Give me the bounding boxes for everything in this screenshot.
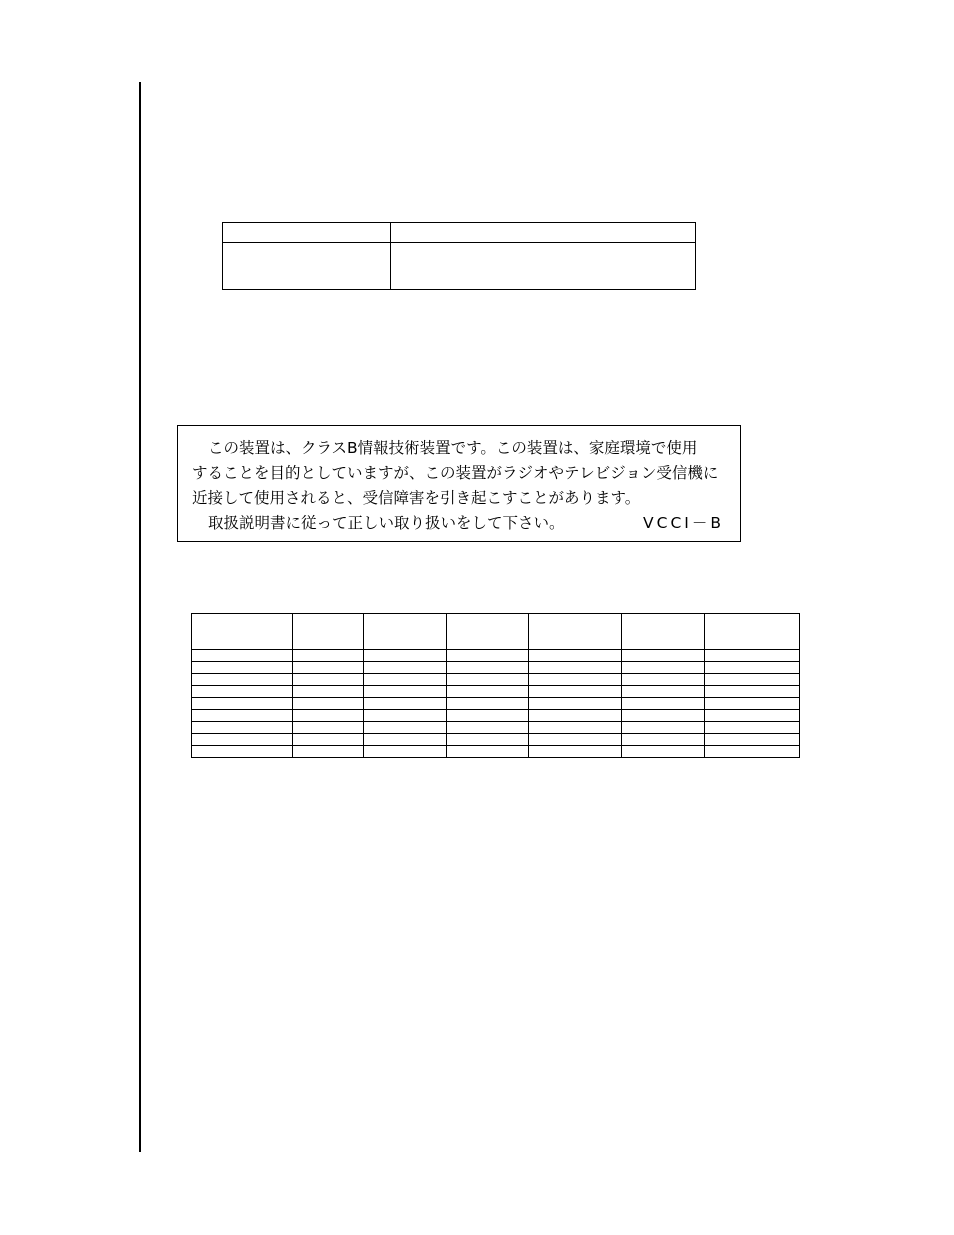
table-row <box>192 746 800 758</box>
table-cell <box>192 686 293 698</box>
table-row <box>192 686 800 698</box>
table-cell <box>705 698 800 710</box>
table-cell <box>446 734 529 746</box>
table-cell <box>192 674 293 686</box>
table-cell <box>446 614 529 650</box>
table-cell <box>446 722 529 734</box>
table-cell <box>705 650 800 662</box>
table-cell <box>363 614 446 650</box>
table-cell <box>705 674 800 686</box>
vcci-line-2: することを目的としていますが、この装置がラジオやテレビジョン受信機に <box>192 464 719 482</box>
table-cell <box>363 734 446 746</box>
table-row <box>192 710 800 722</box>
table-row <box>192 614 800 650</box>
table-cell <box>192 614 293 650</box>
table-cell <box>292 734 363 746</box>
table-cell <box>529 710 622 722</box>
table-row <box>192 698 800 710</box>
table-cell <box>529 746 622 758</box>
table-cell <box>622 614 705 650</box>
table-cell <box>223 223 391 243</box>
table-cell <box>292 614 363 650</box>
table-cell <box>622 698 705 710</box>
table-row <box>223 223 696 243</box>
table-cell <box>363 722 446 734</box>
table-cell <box>292 722 363 734</box>
table-cell <box>192 734 293 746</box>
table-cell <box>446 710 529 722</box>
table-row <box>192 734 800 746</box>
bottom-table-body <box>192 614 800 758</box>
table-cell <box>705 722 800 734</box>
table-cell <box>363 698 446 710</box>
table-cell <box>363 710 446 722</box>
table-cell <box>292 686 363 698</box>
table-cell <box>529 734 622 746</box>
table-cell <box>292 662 363 674</box>
table-cell <box>622 662 705 674</box>
table-cell <box>529 722 622 734</box>
table-cell <box>363 686 446 698</box>
table-cell <box>363 662 446 674</box>
vcci-notice-box <box>177 425 741 542</box>
table-row <box>192 674 800 686</box>
table-cell <box>363 674 446 686</box>
table-cell <box>446 686 529 698</box>
table-row <box>192 722 800 734</box>
table-cell <box>192 698 293 710</box>
table-cell <box>446 674 529 686</box>
vcci-code: VCCI－B <box>643 514 724 532</box>
table-cell <box>705 734 800 746</box>
table-cell <box>192 650 293 662</box>
table-row <box>192 662 800 674</box>
top-table <box>222 222 696 290</box>
table-cell <box>192 710 293 722</box>
table-cell <box>292 650 363 662</box>
table-cell <box>292 698 363 710</box>
table-cell <box>705 746 800 758</box>
table-cell <box>622 734 705 746</box>
table-cell <box>391 243 696 290</box>
bottom-table <box>191 613 800 758</box>
table-cell <box>529 698 622 710</box>
vcci-line-3: 近接して使用されると、受信障害を引き起こすことがあります。 <box>192 489 641 507</box>
table-cell <box>223 243 391 290</box>
table-cell <box>622 746 705 758</box>
table-cell <box>292 710 363 722</box>
vcci-line-1: この装置は、クラスB情報技術装置です。この装置は、家庭環境で使用 <box>208 439 698 457</box>
table-cell <box>705 662 800 674</box>
table-cell <box>192 746 293 758</box>
table-cell <box>529 686 622 698</box>
table-cell <box>446 650 529 662</box>
table-cell <box>292 746 363 758</box>
table-cell <box>622 674 705 686</box>
table-cell <box>529 614 622 650</box>
margin-rule <box>139 82 141 1152</box>
table-cell <box>622 686 705 698</box>
table-cell <box>446 698 529 710</box>
table-row <box>223 243 696 290</box>
table-cell <box>622 710 705 722</box>
table-cell <box>292 674 363 686</box>
table-cell <box>622 722 705 734</box>
table-cell <box>391 223 696 243</box>
table-cell <box>446 746 529 758</box>
table-cell <box>705 710 800 722</box>
table-cell <box>446 662 529 674</box>
table-cell <box>705 686 800 698</box>
table-row <box>192 650 800 662</box>
vcci-line-4 <box>192 511 728 536</box>
table-cell <box>192 662 293 674</box>
table-cell <box>705 614 800 650</box>
table-cell <box>363 650 446 662</box>
table-cell <box>192 722 293 734</box>
vcci-line-4-text: 取扱説明書に従って正しい取り扱いをして下さい。 <box>208 514 565 532</box>
table-cell <box>363 746 446 758</box>
table-cell <box>529 662 622 674</box>
table-cell <box>529 674 622 686</box>
table-cell <box>622 650 705 662</box>
table-cell <box>529 650 622 662</box>
